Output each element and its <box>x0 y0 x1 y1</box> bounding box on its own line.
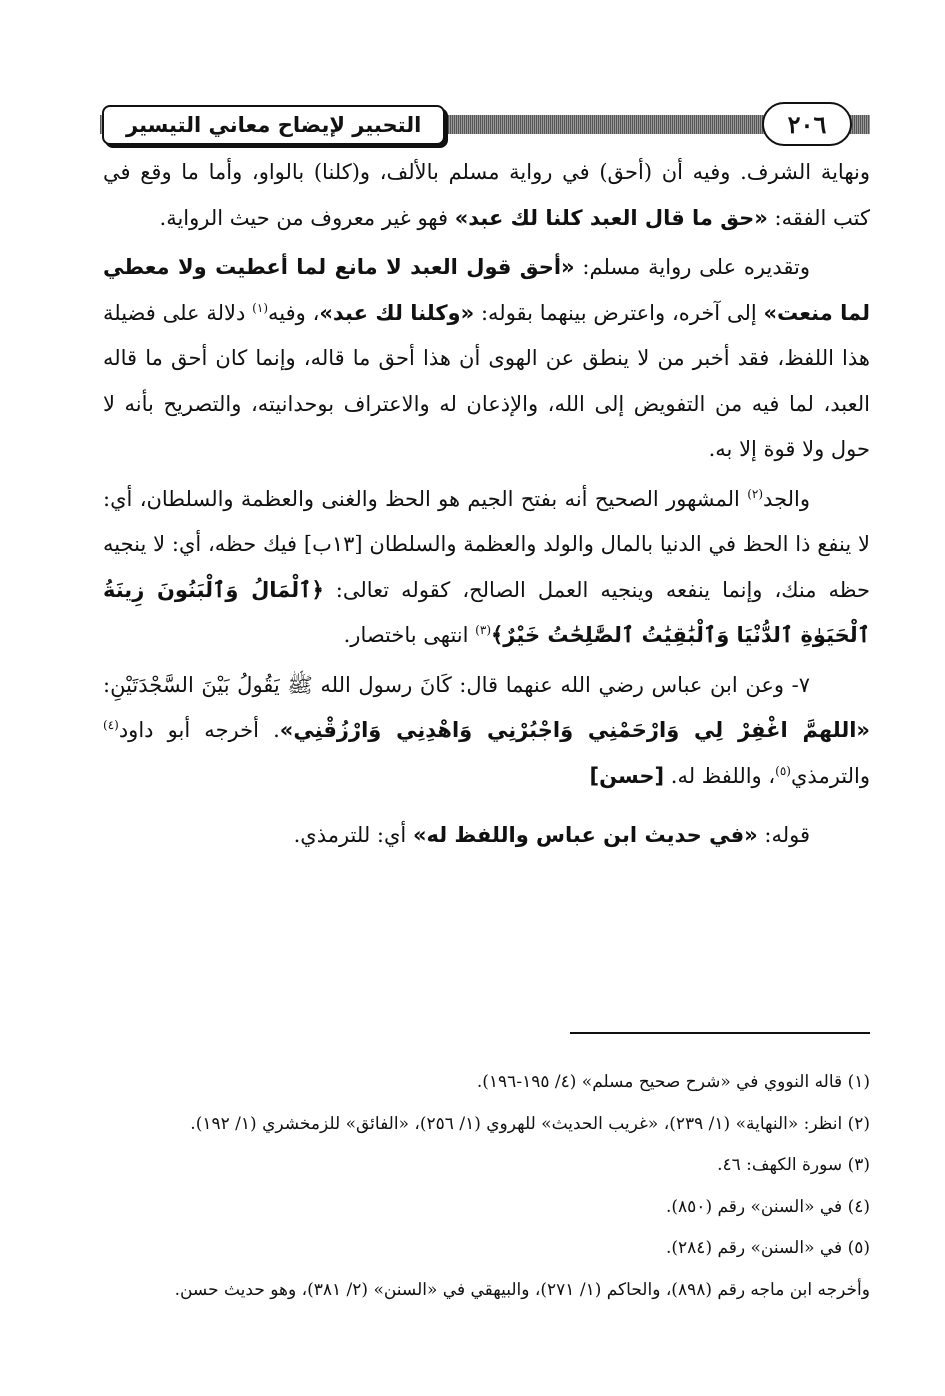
footnote-ref: (٤) <box>103 718 119 732</box>
text-run: إلى آخره، واعترض بينهما بقوله: <box>474 300 764 325</box>
quoted-text: «في حديث ابن عباس واللفظ له» <box>412 823 758 847</box>
text-run: ، واللفظ له. <box>664 763 776 788</box>
footnote-3: (٣) سورة الكهف: ٤٦. <box>717 1155 870 1175</box>
footnote-4: (٤) في «السنن» رقم (٨٥٠). <box>665 1196 870 1217</box>
footnote-separator <box>570 1032 870 1034</box>
main-text <box>103 150 870 859</box>
text-run: دلالة على فضيلة هذا اللفظ، فقد أخبر من لا ينطق عن الهوى أن هذا أحق ما قاله، وإنما كان أحق ما قاله العبد، لما فيه من التفويض إلى الله، والإذعان له والاعتراف بوحدانيته، والتصريح بأنه لا حول ولا قوة إلا به. <box>103 300 870 461</box>
paragraph-1 <box>103 150 870 241</box>
text-run: فهو غير معروف من حيث الرواية. <box>159 205 455 230</box>
running-header <box>100 102 870 146</box>
quoted-text: «حق ما قال العبد كلنا لك عبد» <box>454 205 768 230</box>
page-number-box <box>762 102 852 146</box>
footnote-ref: (١) <box>252 300 268 315</box>
footnotes <box>103 1062 870 1311</box>
text-run: ونهاية الشرف. وفيه أن (أحق) في رواية مسلم بالألف، و(كلنا) بالواو، وأما ما وقع في كتب الفقه: <box>103 160 870 230</box>
text-run: والترمذي <box>790 763 870 788</box>
book-title: التحبير لإيضاح معاني التيسير <box>126 113 422 137</box>
paragraph-2 <box>103 245 870 473</box>
text-run: أي: للترمذي. <box>293 823 413 847</box>
footnote-ref: (٣) <box>475 623 491 637</box>
text-run: والجد <box>763 486 810 511</box>
paragraph-3 <box>103 477 870 659</box>
quran-verse: ﴿ٱلْمَالُ وَٱلْبَنُونَ زِينَةُ ٱلْحَيَوٰةِ ٱلدُّنْيَا وَٱلْبَٰقِيَٰتُ ٱلصَّٰلِحَٰتُ خَيْرٌ﴾ <box>103 577 870 647</box>
paragraph-5 <box>103 813 870 859</box>
footnote-ref: (٥) <box>775 763 791 778</box>
page-number: ٢٠٦ <box>787 109 827 139</box>
text-run: وتقديره على رواية مسلم: <box>574 255 810 279</box>
text-run: ، وفيه <box>268 300 320 325</box>
hadith-grade: [حسن] <box>589 763 665 788</box>
footnote-1: (١) قاله النووي في «شرح صحيح مسلم» (٤/ ١٩٥-١٩٦). <box>476 1072 870 1092</box>
quoted-text: «أحق قول العبد لا مانع لما أعطيت ولا معطي لما منعت» <box>103 255 870 325</box>
text-run: . أخرجه أبو داود <box>118 718 280 742</box>
hadith-text: «اللهمَّ اغْفِرْ لِي وَارْحَمْنِي وَاجْبُرْنِي وَاهْدِنِي وَارْزُقْنِي» <box>279 718 870 742</box>
text-run: ٧- وعن ابن عباس رضي الله عنهما قال: كَانَ رسول الله ﷺ يَقُولُ بَيْنَ السَّجْدَتَيْنِ: <box>103 672 810 697</box>
book-title-box <box>102 105 445 145</box>
footnote-5: (٥) في «السنن» رقم (٢٨٤). <box>665 1238 870 1258</box>
text-run: قوله: <box>757 823 810 847</box>
footnote-ref: (٢) <box>747 486 764 501</box>
text-run: انتهى باختصار. <box>343 623 476 647</box>
footnote-2: (٢) انظر: «النهاية» (١/ ٢٣٩)، «غريب الحديث» للهروي (١/ ٢٥٦)، «الفائق» للزمخشري (١/ ١٩٢). <box>190 1113 870 1134</box>
text-run: المشهور الصحيح أنه بفتح الجيم هو الحظ والغنى والعظمة والسلطان، أي: لا ينفع ذا الحظ في الدنيا بالمال والولد والعظمة والسلطان [١٣ب] فيك حظه، أي: لا ينجيه حظه منك، وإنما ينفعه وينجيه العمل الصالح، كقوله تعالى: <box>103 486 871 602</box>
paragraph-4 <box>103 663 870 800</box>
footnote-5-continuation: وأخرجه ابن ماجه رقم (٨٩٨)، والحاكم (١/ ٢٧١)، والبيهقي في «السنن» (٢/ ٣٨١)، وهو حديث حسن. <box>174 1279 870 1300</box>
quoted-text: «وكلنا لك عبد» <box>319 300 475 325</box>
